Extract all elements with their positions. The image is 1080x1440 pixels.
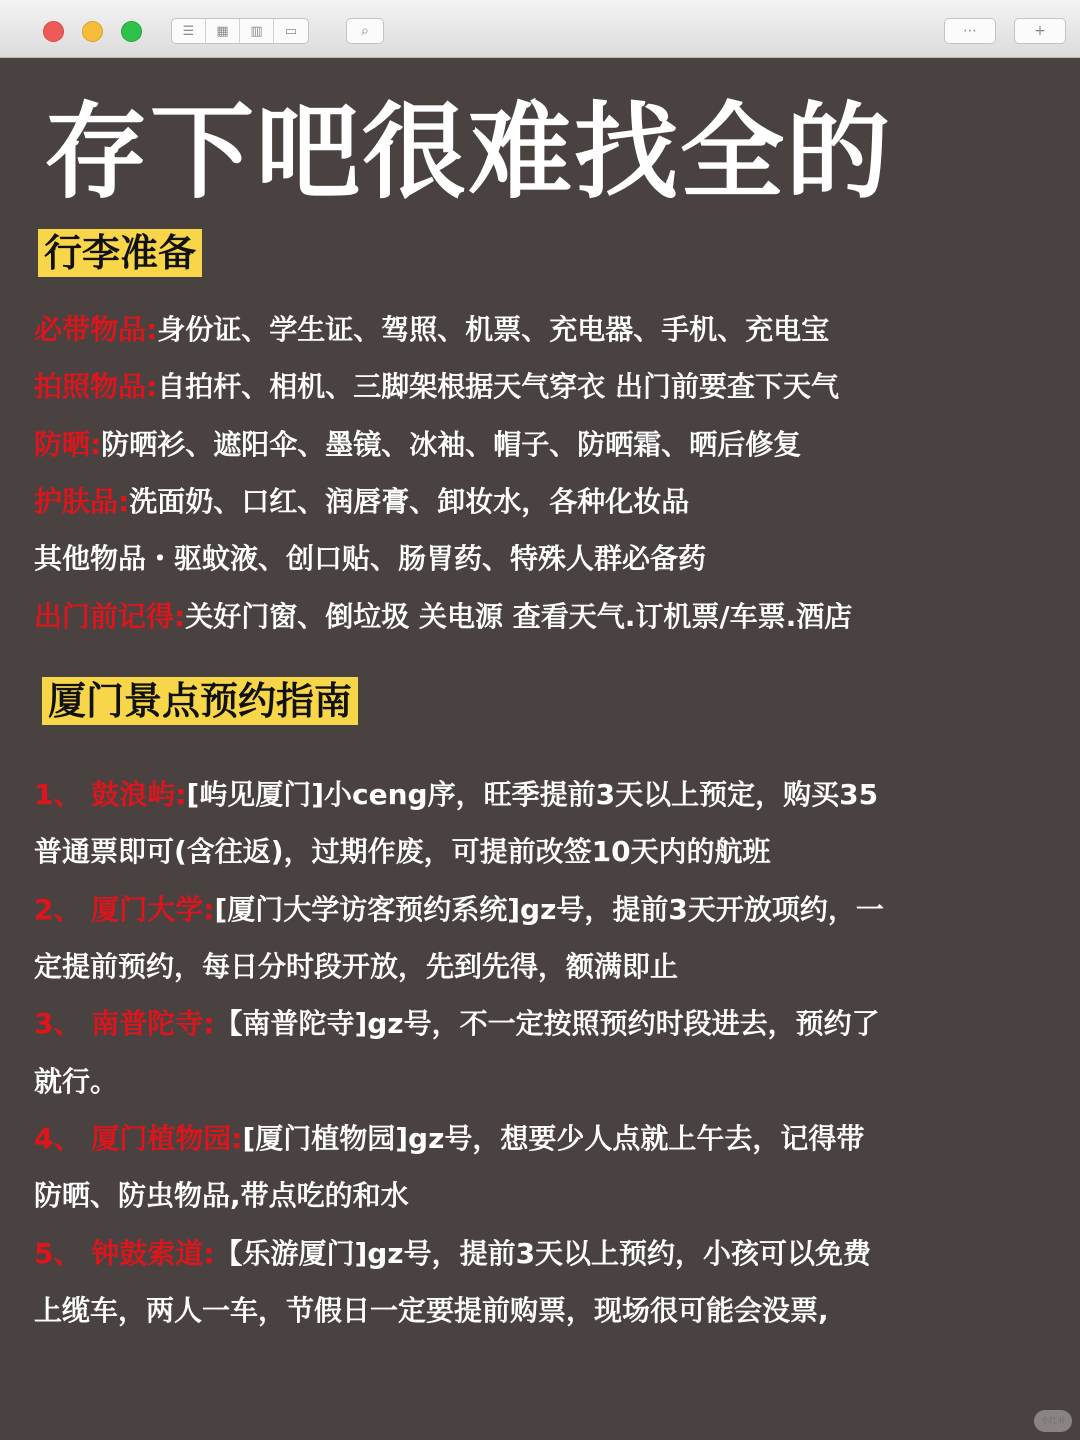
guide-text: 定提前预约，每日分时段开放，先到先得，额满即止	[34, 950, 679, 983]
ellipsis-icon[interactable]: ⋯	[944, 18, 996, 44]
luggage-item	[34, 367, 1044, 407]
window-icon[interactable]: ▭	[284, 23, 298, 39]
guide-line	[34, 832, 1044, 872]
guide-text: [屿见厦门]小ceng序，旺季提前3天以上预定，购买35	[186, 778, 879, 811]
zoom-window-button[interactable]	[121, 21, 142, 42]
guide-line	[34, 1234, 1044, 1274]
luggage-item	[34, 482, 1044, 522]
page-title: 存下吧很难找全的	[44, 91, 893, 213]
guide-line	[34, 1062, 1044, 1102]
item-text: 洗面奶、口红、润唇膏、卸妆水，各种化妆品	[129, 485, 690, 518]
luggage-item	[34, 425, 1044, 465]
guide-label: 3、 南普陀寺:	[34, 1007, 215, 1040]
item-text: 关好门窗、倒垃圾 关电源 查看天气.订机票/车票.酒店	[185, 600, 853, 633]
guide-line	[34, 775, 1044, 815]
guide-label: 5、 钟鼓索道:	[34, 1237, 215, 1270]
guide-label: 2、 厦门大学:	[34, 893, 215, 926]
list-icon[interactable]: ☰	[172, 19, 206, 43]
guide-line	[34, 1119, 1044, 1159]
item-label: 出门前记得:	[34, 600, 186, 633]
search-icon[interactable]: ⌕	[346, 18, 384, 44]
item-text: 其他物品・驱蚊液、创口贴、肠胃药、特殊人群必备药	[34, 542, 707, 575]
guide-label: 1、 鼓浪屿:	[34, 778, 187, 811]
guide-line	[34, 1291, 1044, 1331]
guide-text: 防晒、防虫物品,带点吃的和水	[34, 1179, 409, 1212]
guide-text: 上缆车，两人一车，节假日一定要提前购票，现场很可能会没票,	[34, 1294, 829, 1327]
item-text: 防晒衫、遮阳伞、墨镜、冰袖、帽子、防晒霜、晒后修复	[101, 428, 802, 461]
book-icon[interactable]: ▥	[240, 19, 274, 43]
guide-text: 普通票即可(含往返)，过期作废，可提前改签10天内的航班	[34, 835, 771, 868]
close-window-button[interactable]	[43, 21, 64, 42]
item-label: 拍照物品:	[34, 370, 158, 403]
plus-icon[interactable]: +	[1014, 18, 1066, 44]
guide-text: 【乐游厦门]gz号，提前3天以上预约，小孩可以免费	[214, 1237, 872, 1270]
guide-text: [厦门大学访客预约系统]gz号，提前3天开放项约，一	[214, 893, 884, 926]
guide-text: [厦门植物园]gz号，想要少人点就上午去，记得带	[242, 1122, 865, 1155]
item-label: 必带物品:	[34, 313, 158, 346]
watermark-logo: 小红书	[1034, 1410, 1072, 1432]
guide-label: 4、 厦门植物园:	[34, 1122, 243, 1155]
luggage-item	[34, 539, 1044, 579]
luggage-item	[34, 597, 1044, 637]
guide-text: 【南普陀寺]gz号，不一定按照预约时段进去，预约了	[214, 1007, 880, 1040]
grid-icon[interactable]: ▦	[206, 19, 240, 43]
luggage-item	[34, 310, 1044, 350]
guide-line	[34, 1176, 1044, 1216]
guide-line	[34, 1004, 1044, 1044]
minimize-window-button[interactable]	[82, 21, 103, 42]
item-text: 身份证、学生证、驾照、机票、充电器、手机、充电宝	[157, 313, 830, 346]
section-heading-luggage: 行李准备	[38, 229, 202, 277]
window-titlebar	[0, 0, 1080, 58]
guide-line	[34, 890, 1044, 930]
guide-text: 就行。	[34, 1065, 119, 1098]
item-text: 自拍杆、相机、三脚架根据天气穿衣 出门前要查下天气	[157, 370, 839, 403]
view-toolbar-group	[171, 18, 309, 44]
item-label: 防晒:	[34, 428, 102, 461]
guide-line	[34, 947, 1044, 987]
section-heading-xiamen-guide: 厦门景点预约指南	[42, 677, 358, 725]
item-label: 护肤品:	[34, 485, 130, 518]
